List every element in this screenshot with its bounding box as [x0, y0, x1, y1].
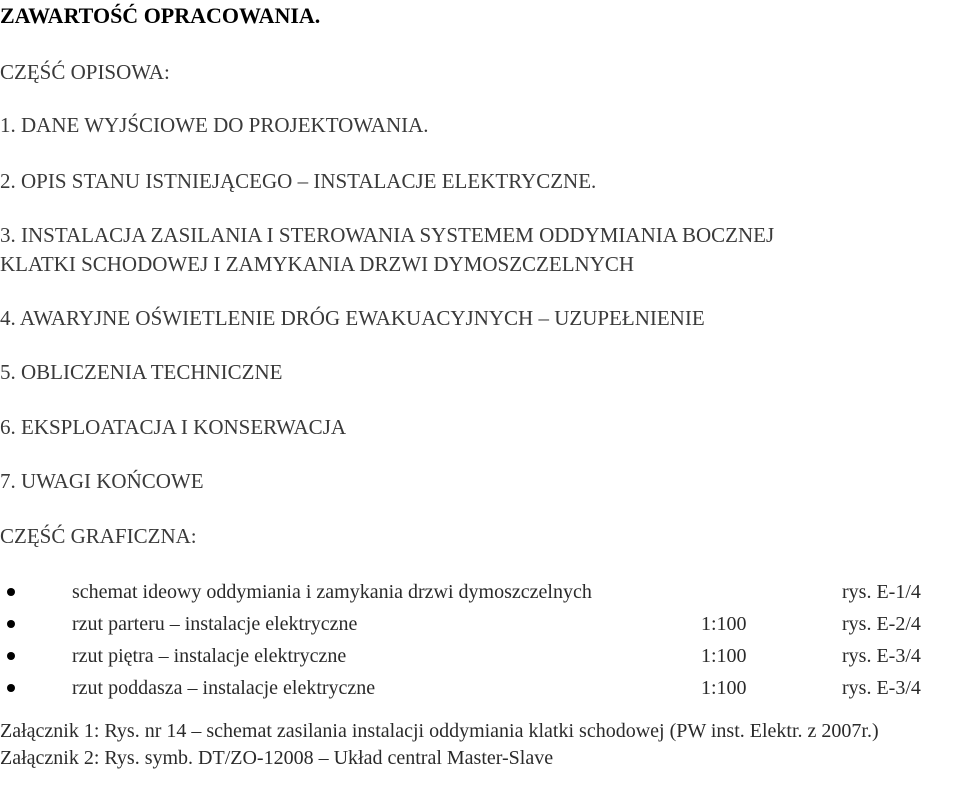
drawing-item	[0, 640, 960, 672]
drawing-scale: 1:100	[701, 645, 747, 667]
section-2: 2. OPIS STANU ISTNIEJĄCEGO – INSTALACJE ELEKTRYCZNE.	[0, 169, 597, 193]
bullet-icon	[7, 652, 15, 660]
bullet-icon	[7, 620, 15, 628]
bullet-icon	[7, 588, 15, 596]
drawing-item	[0, 672, 960, 704]
drawing-ref: rys. E-2/4	[842, 613, 921, 635]
drawing-description: schemat ideowy oddymiania i zamykania drzwi dymoszczelnych	[72, 581, 592, 603]
drawing-description: rzut poddasza – instalacje elektryczne	[72, 677, 376, 699]
attachments-list	[0, 718, 960, 772]
section-4: 4. AWARYJNE OŚWIETLENIE DRÓG EWAKUACYJNYCH – UZUPEŁNIENIE	[0, 306, 705, 330]
drawing-ref: rys. E-1/4	[842, 581, 921, 603]
document-title: ZAWARTOŚĆ OPRACOWANIA.	[0, 3, 321, 28]
section-6: 6. EKSPLOATACJA I KONSERWACJA	[0, 415, 347, 439]
section-1: 1. DANE WYJŚCIOWE DO PROJEKTOWANIA.	[0, 113, 429, 137]
attachment-2: Załącznik 2: Rys. symb. DT/ZO-12008 – Układ central Master-Slave	[0, 747, 554, 769]
drawing-ref: rys. E-3/4	[842, 645, 921, 667]
bullet-icon	[7, 684, 15, 692]
section-5: 5. OBLICZENIA TECHNICZNE	[0, 360, 283, 384]
drawing-item	[0, 576, 960, 608]
drawings-list	[0, 576, 960, 704]
drawing-scale: 1:100	[701, 677, 747, 699]
descriptive-part-heading: CZĘŚĆ OPISOWA:	[0, 60, 170, 84]
graphic-part-heading: CZĘŚĆ GRAFICZNA:	[0, 524, 197, 548]
drawing-description: rzut parteru – instalacje elektryczne	[72, 613, 358, 635]
section-7: 7. UWAGI KOŃCOWE	[0, 469, 204, 493]
drawing-item	[0, 608, 960, 640]
drawing-ref: rys. E-3/4	[842, 677, 921, 699]
section-3-line-2: KLATKI SCHODOWEJ I ZAMYKANIA DRZWI DYMOSZCZELNYCH	[0, 252, 635, 276]
section-3-line-1: 3. INSTALACJA ZASILANIA I STEROWANIA SYSTEMEM ODDYMIANIA BOCZNEJ	[0, 223, 775, 247]
drawing-scale: 1:100	[701, 613, 747, 635]
drawing-description: rzut piętra – instalacje elektryczne	[72, 645, 347, 667]
attachment-1: Załącznik 1: Rys. nr 14 – schemat zasilania instalacji oddymiania klatki schodowej (PW inst. Elektr. z 2007r.)	[0, 720, 879, 742]
